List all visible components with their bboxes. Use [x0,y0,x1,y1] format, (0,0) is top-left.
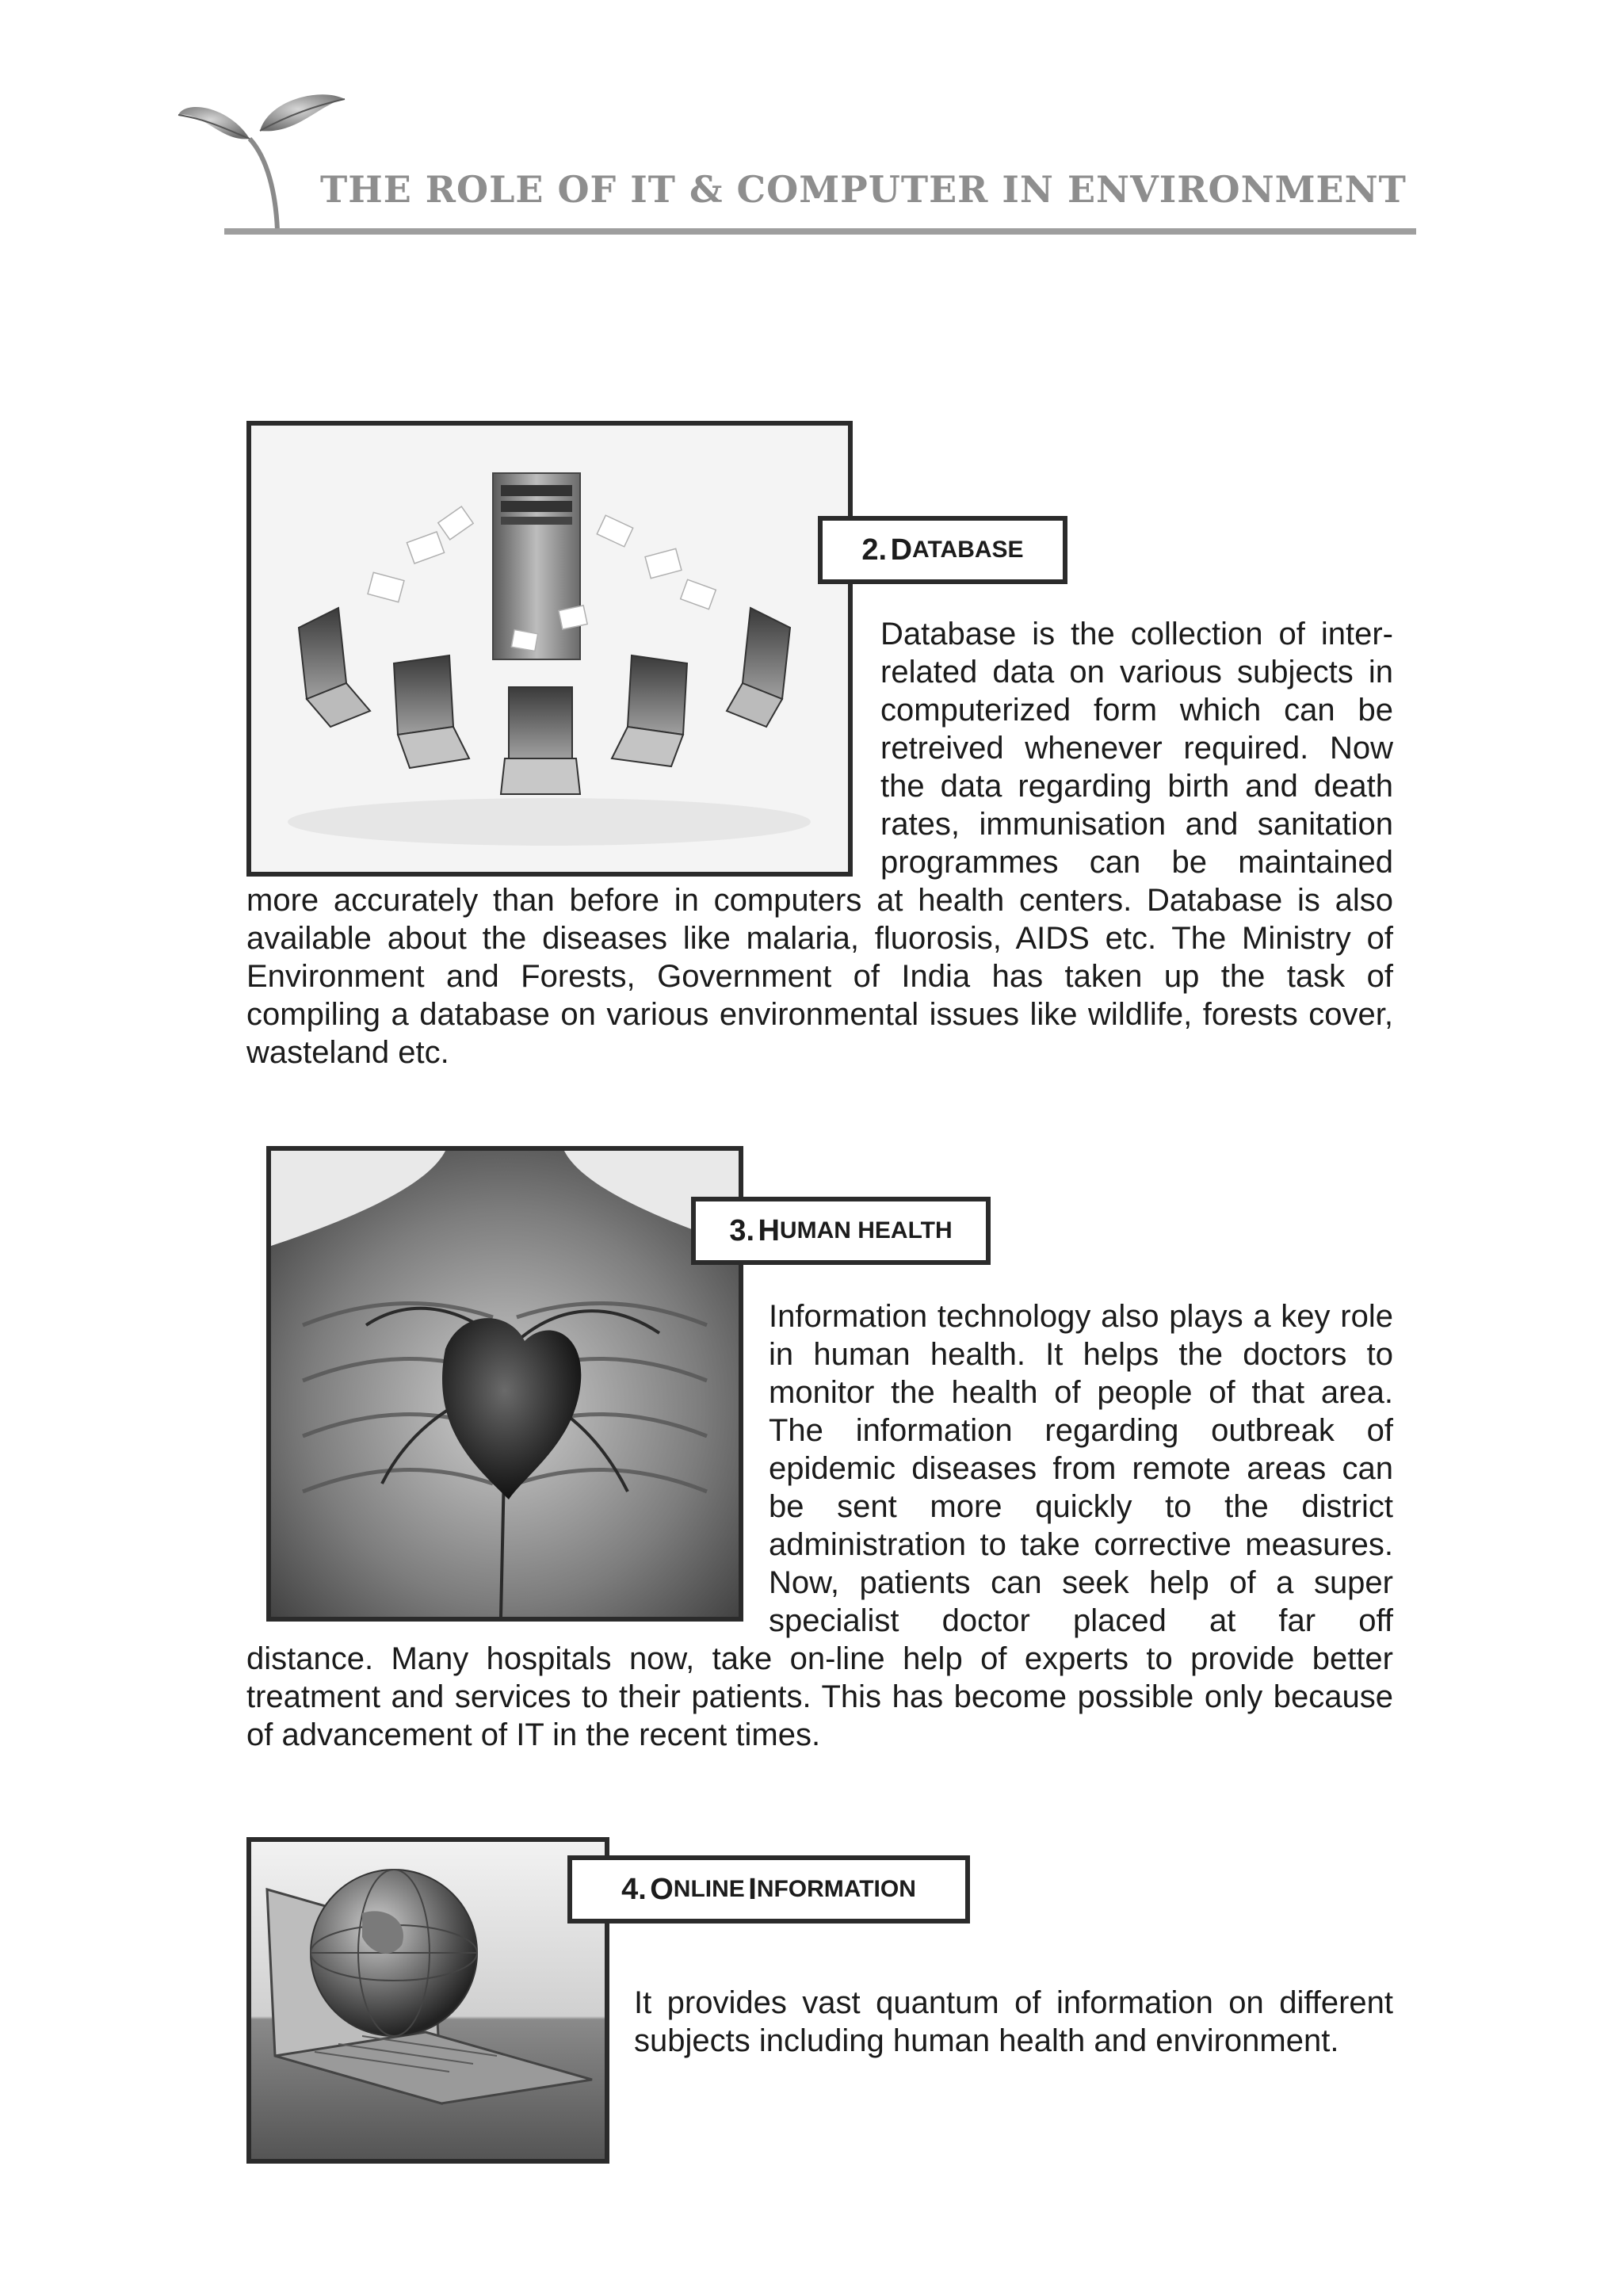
section-label-rest: NLINE [673,1876,745,1902]
leaf-logo [174,83,357,234]
section-label-initial: O [650,1872,674,1906]
section-label-rest: UMAN HEALTH [779,1217,953,1244]
section-number: 4. [621,1872,647,1906]
section-label-database [818,516,1067,584]
header-divider [224,228,1416,235]
human-heart-xray-image [266,1146,743,1622]
human-health-body-text: distance. Many hospitals now, take on-line help of experts to provide better treatment and services to their patients. This has become possible only because of advancement of IT in the recent times. [246,1641,1393,1752]
section-label-human-health [691,1197,991,1265]
online-information-text: It provides vast quantum of information on different subjects including human health and environment. [634,1985,1393,2058]
human-health-intro-text: Information technology also plays a key role in human health. It helps the doctors to monitor the health of people of that area. The information regarding outbreak of epidemic diseases from remote areas can be sent more quickly to the district administration to take corrective measures. Now, patients can seek help of a super specialist doctor placed at far off [769,1299,1393,1638]
database-intro-text: Database is the collection of inter-related data on various subjects in computerized form which can be retreived whenever required. Now the data regarding birth and death rates, immunisation and sanitation programmes can be maintained [880,617,1393,880]
section-label-rest-2: NFORMATION [756,1876,916,1902]
section-number: 2. [861,533,888,567]
section-label-online-information [567,1855,970,1924]
section-label-initial: D [890,533,913,567]
section-label-rest: ATABASE [912,537,1024,563]
section-number: 3. [729,1213,755,1247]
database-network-image [246,421,853,877]
globe-laptop-image [246,1837,609,2164]
section-label-initial: H [758,1213,780,1247]
database-body-text: more accurately than before in computers at health centers. Database is also available about the diseases like malaria, fluorosis, AIDS etc. The Ministry of Environment and Forests, Government of India has taken up the task of compiling a database on various environmental issues like wildlife, forests cover, wasteland etc. [246,883,1393,1070]
section-label-initial-2: I [748,1872,757,1906]
page-header-title: THE ROLE OF IT & COMPUTER IN ENVIRONMENT [320,168,1407,211]
